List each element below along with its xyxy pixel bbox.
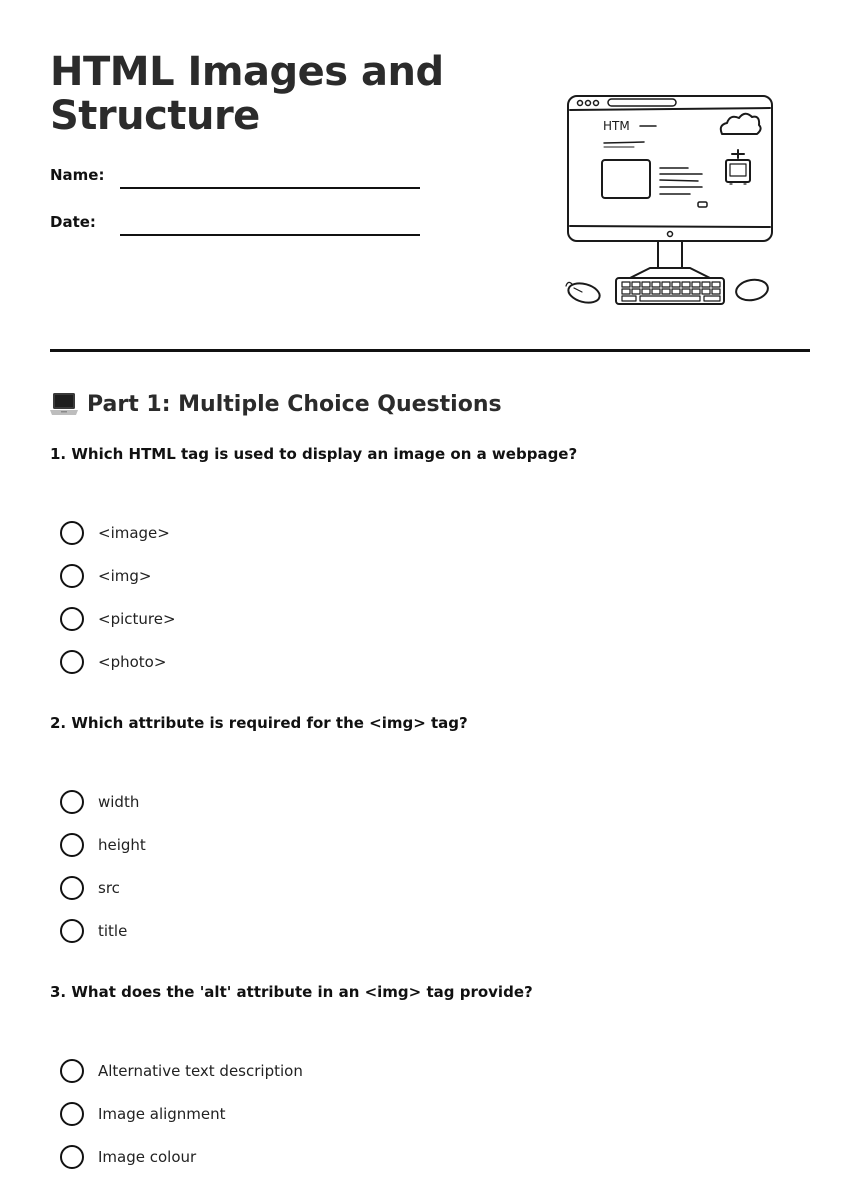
radio-button[interactable] bbox=[60, 650, 84, 674]
option-item[interactable] bbox=[50, 1135, 810, 1178]
question-text: 1. Which HTML tag is used to display an image on a webpage? bbox=[50, 445, 578, 463]
date-field bbox=[50, 213, 430, 243]
radio-button[interactable] bbox=[60, 876, 84, 900]
part1-heading-text: Part 1: Multiple Choice Questions bbox=[87, 391, 502, 417]
date-label: Date: bbox=[50, 213, 96, 231]
radio-button[interactable] bbox=[60, 564, 84, 588]
option-label: src bbox=[98, 878, 120, 897]
option-item[interactable] bbox=[50, 909, 810, 952]
option-label: width bbox=[98, 792, 140, 811]
radio-button[interactable] bbox=[60, 1145, 84, 1169]
option-list bbox=[50, 511, 810, 683]
part1-heading bbox=[50, 388, 502, 420]
worksheet-title: HTML Images and Structure bbox=[50, 49, 444, 139]
radio-button[interactable] bbox=[60, 919, 84, 943]
option-label: Image colour bbox=[98, 1147, 197, 1166]
option-item[interactable] bbox=[50, 823, 810, 866]
option-item[interactable] bbox=[50, 1049, 810, 1092]
question-text: 2. Which attribute is required for the <img> tag? bbox=[50, 714, 468, 732]
header-divider bbox=[50, 349, 810, 352]
option-label: height bbox=[98, 835, 146, 854]
name-field bbox=[50, 166, 430, 196]
option-label: <image> bbox=[98, 523, 170, 542]
date-line[interactable] bbox=[120, 234, 420, 236]
option-item[interactable] bbox=[50, 1092, 810, 1135]
option-label: Image alignment bbox=[98, 1104, 226, 1123]
option-item[interactable] bbox=[50, 597, 810, 640]
radio-button[interactable] bbox=[60, 1059, 84, 1083]
option-item[interactable] bbox=[50, 640, 810, 683]
name-label: Name: bbox=[50, 166, 105, 184]
option-item[interactable] bbox=[50, 554, 810, 597]
name-line[interactable] bbox=[120, 187, 420, 189]
option-item[interactable] bbox=[50, 511, 810, 554]
radio-button[interactable] bbox=[60, 521, 84, 545]
question-1 bbox=[50, 443, 810, 683]
question-2 bbox=[50, 712, 810, 952]
question-text: 3. What does the 'alt' attribute in an <img> tag provide? bbox=[50, 983, 533, 1001]
screen-text: HTM bbox=[603, 119, 630, 133]
computer-monitor-illustration bbox=[560, 88, 780, 310]
question-3 bbox=[50, 981, 810, 1178]
radio-button[interactable] bbox=[60, 833, 84, 857]
radio-button[interactable] bbox=[60, 790, 84, 814]
option-label: <img> bbox=[98, 566, 152, 585]
option-label: Alternative text description bbox=[98, 1061, 303, 1080]
radio-button[interactable] bbox=[60, 1102, 84, 1126]
radio-button[interactable] bbox=[60, 607, 84, 631]
option-item[interactable] bbox=[50, 866, 810, 909]
option-label: <picture> bbox=[98, 609, 176, 628]
option-item[interactable] bbox=[50, 780, 810, 823]
option-list bbox=[50, 1049, 810, 1178]
option-list bbox=[50, 780, 810, 952]
option-label: <photo> bbox=[98, 652, 167, 671]
laptop-icon bbox=[50, 390, 78, 418]
option-label: title bbox=[98, 921, 128, 940]
